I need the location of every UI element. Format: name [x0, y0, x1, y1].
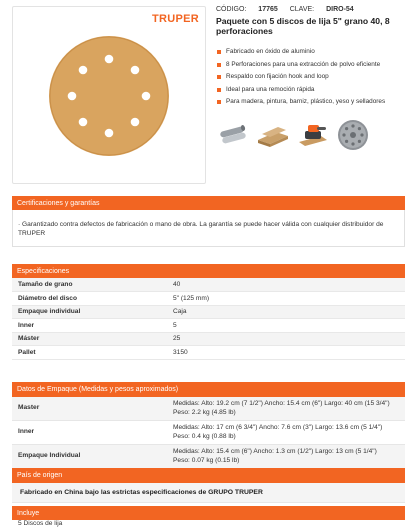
- specifications-table: [12, 278, 405, 360]
- pack-dimensions: Medidas: Alto: 17 cm (6 3/4") Ancho: 7.6 cm (3") Largo: 13.6 cm (5 1/4"): [173, 424, 383, 431]
- feature-item: Para madera, pintura, barniz, plástico, yeso y selladores: [216, 96, 411, 109]
- spec-key: Diámetro del disco: [12, 292, 173, 306]
- spec-key: Tamaño de grano: [12, 278, 173, 292]
- orbital-sander-icon[interactable]: [296, 118, 330, 152]
- table-row: [12, 278, 405, 292]
- pack-dimensions: Medidas: Alto: 15.4 cm (6") Ancho: 1.3 cm (1/2") Largo: 13 cm (5 1/4"): [173, 448, 377, 455]
- pack-weight: Peso: 0.07 kg (0.15 lb): [173, 456, 240, 464]
- spec-value: 25: [173, 332, 405, 346]
- spec-key: Inner: [12, 319, 173, 333]
- packaging-header: Datos de Empaque (Medidas y pesos aproximados): [12, 382, 405, 397]
- packaging-table: [12, 397, 405, 469]
- includes-header: Incluye: [12, 506, 405, 520]
- table-row: [12, 319, 405, 333]
- product-codes: [216, 6, 411, 13]
- feature-list: [216, 46, 411, 109]
- pack-value: [173, 445, 405, 469]
- truper-logo: TRUPER: [151, 13, 199, 25]
- pipes-icon[interactable]: [216, 118, 250, 152]
- origin-text: Fabricado en China bajo las estrictas especificaciones de GRUPO TRUPER: [12, 483, 405, 503]
- spec-key: Empaque individual: [12, 305, 173, 319]
- pack-key: Empaque Individual: [12, 445, 173, 469]
- spec-value: 5" (125 mm): [173, 292, 405, 306]
- wood-planks-icon[interactable]: [256, 118, 290, 152]
- sanding-disc-image: [49, 36, 169, 156]
- spec-key: Pallet: [12, 346, 173, 360]
- sanding-pad-icon[interactable]: [336, 118, 370, 152]
- product-code: 17765: [258, 6, 278, 13]
- feature-item: Fabricado en óxido de aluminio: [216, 46, 411, 59]
- feature-item: Ideal para una remoción rápida: [216, 84, 411, 97]
- key-label: CLAVE:: [289, 6, 315, 13]
- product-info: [216, 6, 411, 109]
- pack-value: [173, 421, 405, 445]
- pack-weight: Peso: 2.2 kg (4.85 lb): [173, 408, 236, 416]
- spec-value: 5: [173, 319, 405, 333]
- pack-weight: Peso: 0.4 kg (0.88 lb): [173, 432, 236, 440]
- application-thumbnails: [216, 118, 370, 154]
- pack-key: Inner: [12, 421, 173, 445]
- spec-value: Caja: [173, 305, 405, 319]
- product-key: DIRO-54: [326, 6, 354, 13]
- spec-value: 3150: [173, 346, 405, 360]
- pack-dimensions: Medidas: Alto: 19.2 cm (7 1/2") Ancho: 15.4 cm (6") Largo: 40 cm (15 3/4"): [173, 400, 390, 407]
- product-title: Paquete con 5 discos de lija 5" grano 40, 8 perforaciones: [216, 16, 390, 36]
- spec-key: Máster: [12, 332, 173, 346]
- pack-key: Master: [12, 397, 173, 421]
- table-row: [12, 292, 405, 306]
- table-row: [12, 421, 405, 445]
- spec-value: 40: [173, 278, 405, 292]
- table-row: [12, 445, 405, 469]
- includes-text: 5 Discos de lija: [18, 520, 63, 527]
- table-row: [12, 397, 405, 421]
- table-row: [12, 332, 405, 346]
- feature-item: Respaldo con fijación hook and loop: [216, 71, 411, 84]
- code-label: CÓDIGO:: [216, 6, 247, 13]
- origin-header: País de origen: [12, 468, 405, 483]
- pack-value: [173, 397, 405, 421]
- table-row: [12, 346, 405, 360]
- feature-item: 8 Perforaciones para una extracción de polvo eficiente: [216, 59, 411, 72]
- certifications-text: · Garantizado contra defectos de fabricación o mano de obra. La garantía se puede hacer válida con cualquier distribuidor de TRUPER: [12, 210, 405, 247]
- product-image-card[interactable]: [12, 6, 206, 184]
- specifications-header: Especificaciones: [12, 264, 405, 278]
- table-row: [12, 305, 405, 319]
- certifications-header: Certificaciones y garantías: [12, 196, 405, 210]
